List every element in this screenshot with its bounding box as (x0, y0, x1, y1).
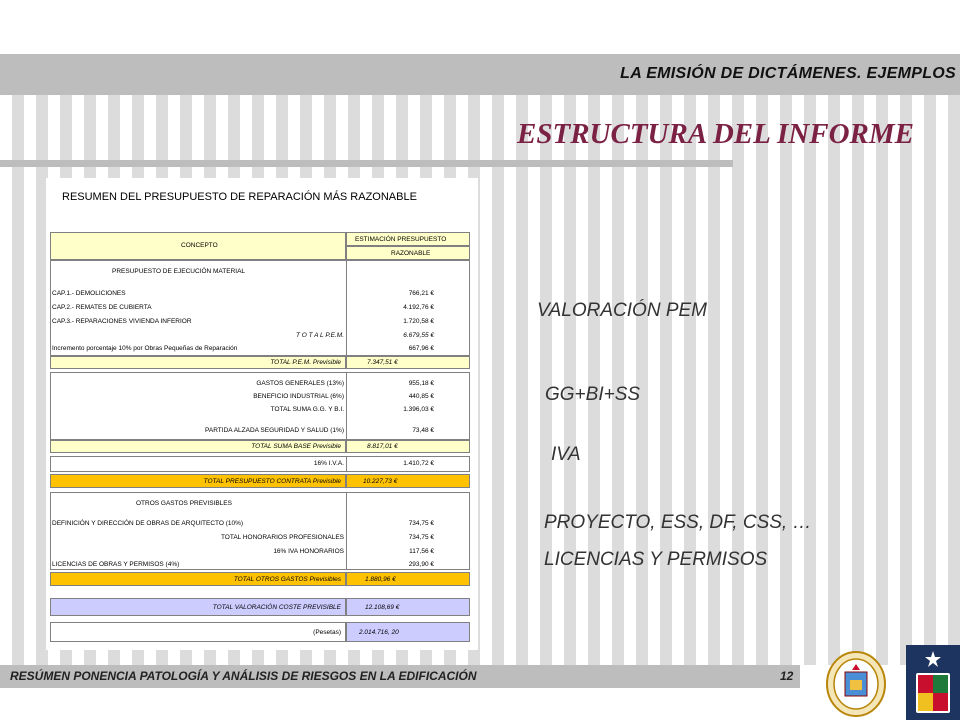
pesetas-cell (50, 622, 346, 642)
total-pem-prev-value-cell (346, 356, 470, 369)
total-otros-value: 1.880,96 € (365, 576, 396, 583)
gg-row-value: 1.396,03 € (403, 406, 434, 413)
total-otros-value-cell (346, 572, 470, 586)
pem-row-label: CAP.3.- REPARACIONES VIVIENDA INFERIOR (52, 318, 192, 325)
otros-heading: OTROS GASTOS PREVISIBLES (136, 500, 232, 507)
total-base-label: TOTAL SUMA BASE Previsible (251, 443, 341, 450)
budget-summary-sheet (46, 178, 478, 650)
gg-row-value: 955,18 € (408, 380, 434, 387)
total-base-value-cell (346, 440, 470, 453)
licencias-label: LICENCIAS Y PERMISOS (544, 549, 768, 570)
otros-row-value: 117,56 € (409, 548, 434, 555)
estimate-header-cell (346, 232, 470, 246)
total-coste-value-cell (346, 598, 470, 616)
total-pem-value: 6.679,55 € (403, 332, 434, 339)
concept-header-cell (50, 232, 346, 260)
total-pem-label: T O T A L P.E.M. (295, 332, 344, 339)
pesetas-label: (Pesetas) (313, 629, 341, 636)
title-underline (0, 160, 733, 167)
otros-row-label: DEFINICIÓN Y DIRECCIÓN DE OBRAS DE ARQUITECTO (10%) (52, 520, 244, 527)
total-contrata-cell (50, 474, 346, 488)
pem-heading: PRESUPUESTO DE EJECUCIÓN MATERIAL (112, 268, 246, 275)
iva-value: 1.410,72 € (403, 460, 434, 467)
total-pem-prev-value: 7.347,51 € (367, 359, 398, 366)
institution-logo (906, 645, 960, 720)
otros-row-value: 734,75 € (408, 520, 434, 527)
estimate-header: ESTIMACIÓN PRESUPUESTO (355, 236, 447, 243)
partida-label: PARTIDA ALZADA SEGURIDAD Y SALUD (1%) (205, 427, 344, 434)
total-otros-cell (50, 572, 346, 586)
iva-label: 16% I.V.A. (313, 460, 344, 467)
proyecto-label: PROYECTO, ESS, DF, CSS, … (544, 512, 812, 533)
total-base-cell (50, 440, 346, 453)
pem-row-value: 766,21 € (408, 290, 434, 297)
otros-row-label: TOTAL HONORARIOS PROFESIONALES (220, 534, 344, 541)
increment-label: Incremento porcentaje 10% por Obras Pequeñas de Reparación (52, 345, 238, 352)
pesetas-value-cell (346, 622, 470, 642)
estimate-sub-header: RAZONABLE (391, 250, 431, 257)
concept-header: CONCEPTO (181, 242, 218, 249)
gg-row-value: 440,85 € (408, 393, 434, 400)
otros-block (50, 492, 470, 570)
total-base-value: 8.817,01 € (367, 443, 398, 450)
column-divider (346, 372, 347, 440)
increment-value: 667,96 € (408, 345, 434, 352)
pem-row-label: CAP.1.- DEMOLICIONES (52, 290, 126, 297)
page-number: 12 (780, 669, 794, 683)
pesetas-value: 2.014.716, 20 (359, 629, 399, 636)
pem-row-value: 4.192,76 € (403, 304, 434, 311)
total-contrata-value-cell (346, 474, 470, 488)
otros-row-value: 293,90 € (408, 561, 434, 568)
total-pem-prev-cell (50, 356, 346, 369)
valoracion-label: VALORACIÓN PEM (537, 300, 707, 321)
gg-row-label: BENEFICIO INDUSTRIAL (6%) (253, 393, 344, 400)
otros-row-value: 734,75 € (408, 534, 434, 541)
total-pem-prev-label: TOTAL P.E.M. Previsible (270, 359, 341, 366)
partida-value: 73,48 € (412, 427, 434, 434)
gg-label: GG+BI+SS (545, 384, 641, 405)
gg-row-label: GASTOS GENERALES (13%) (256, 380, 344, 387)
total-coste-cell (50, 598, 346, 616)
total-contrata-value: 10.227,73 € (363, 478, 398, 485)
section-title: LA EMISIÓN DE DICTÁMENES. EJEMPLOS (620, 65, 956, 82)
otros-row-label: LICENCIAS DE OBRAS Y PERMISOS (4%) (52, 561, 180, 568)
column-divider (346, 492, 347, 570)
footer-text: RESÚMEN PONENCIA PATOLOGÍA Y ANÁLISIS DE RIESGOS EN LA EDIFICACIÓN (10, 669, 477, 683)
total-contrata-label: TOTAL PRESUPUESTO CONTRATA Previsible (203, 478, 341, 485)
column-divider (346, 456, 347, 472)
sheet-title: RESUMEN DEL PRESUPUESTO DE REPARACIÓN MÁS RAZONABLE (62, 191, 417, 203)
column-divider (346, 260, 347, 356)
total-otros-label: TOTAL OTROS GASTOS Previsibles (233, 576, 341, 583)
total-coste-label: TOTAL VALORACIÓN COSTE PREVISIBLE (212, 604, 341, 611)
otros-row-label: 16% IVA HONORARIOS (273, 548, 344, 555)
slide-title: ESTRUCTURA DEL INFORME (517, 118, 914, 150)
university-seal-logo (825, 650, 887, 718)
pem-row-label: CAP.2.- REMATES DE CUBIERTA (52, 304, 152, 311)
estimate-sub-cell (346, 246, 470, 260)
gg-row-label: TOTAL SUMA G.G. Y B.I. (270, 406, 344, 413)
total-coste-value: 12.108,69 € (365, 604, 400, 611)
iva-side-label: IVA (551, 444, 581, 465)
pem-row-value: 1.720,58 € (403, 318, 434, 325)
